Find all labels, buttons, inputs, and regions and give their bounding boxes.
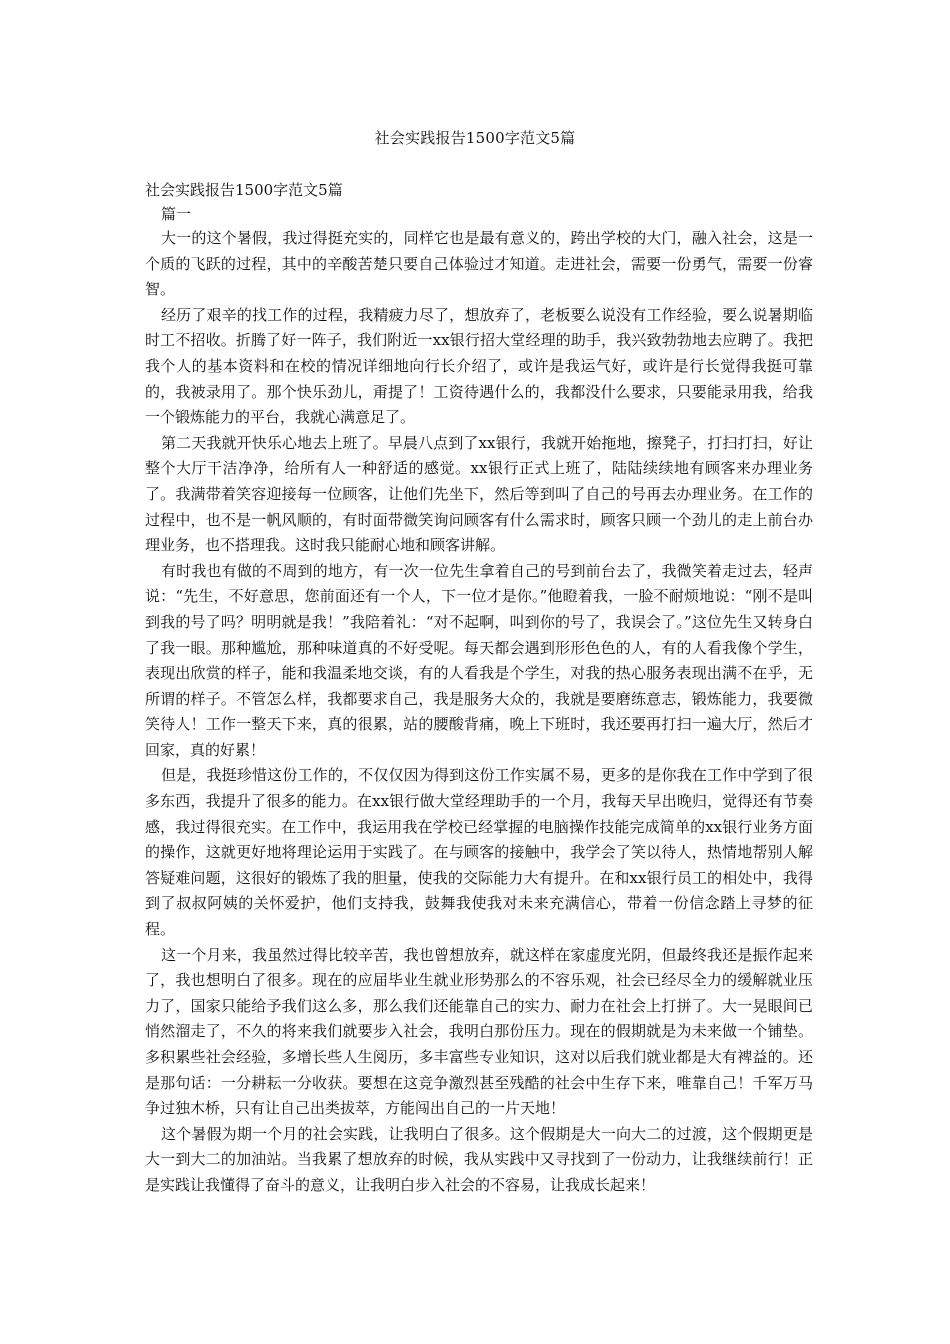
paragraph: 这一个月来，我虽然过得比较辛苦，我也曾想放弃，就这样在家虚度光阴，但最终我还是振作起来了，我也想明白了很多。现在的应届毕业生就业形势那么的不容乐观，社会已经尽全力的缓解就业压力了，国家只能给予我们这么多，那么我们还能靠自己的实力、耐力在社会上打拼了。大一晃眼间已悄然溜走了，不久的将来我们就要步入社会，我明白那份压力。现在的假期就是为未来做一个铺垫。多积累些社会经验，多增长些人生阅历，多丰富些专业知识，这对以后我们就业都是大有裨益的。还是那句话：一分耕耘一分收获。要想在这竞争激烈甚至残酷的社会中生存下来，唯靠自己！千军万马争过独木桥，只有让自己出类拔萃，方能闯出自己的一片天地！ bbox=[145, 945, 813, 1118]
paragraph: 经历了艰辛的找工作的过程，我精疲力尽了，想放弃了，老板要么说没有工作经验，要么说暑期临时工不招收。折腾了好一阵子，我们附近一xx银行招大堂经理的助手，我兴致勃勃地去应聘了。我把我个人的基本资料和在校的情况详细地向行长介绍了，或许是我运气好，或许是行长觉得我挺可靠的，我被录用了。那个快乐劲儿，甭提了！工资待遇什么的，我都没什么要求，只要能录用我，给我一个锻炼能力的平台，我就心满意足了。 bbox=[145, 305, 813, 427]
paragraph: 但是，我挺珍惜这份工作的，不仅仅因为得到这份工作实属不易，更多的是你我在工作中学到了很多东西，我提升了很多的能力。在xx银行做大堂经理助手的一个月，我每天早出晚归，觉得还有节奏感，我过得很充实。在工作中，我运用我在学校已经掌握的电脑操作技能完成简单的xx银行业务方面的操作，这就更好地将理论运用于实践了。在与顾客的接触中，我学会了笑以待人，热情地帮别人解答疑难问题，这很好的锻炼了我的胆量，使我的交际能力大有提升。在和xx银行员工的相处中，我得到了叔叔阿姨的关怀爱护，他们支持我，鼓舞我使我对未来充满信心，带着一份信念踏上寻梦的征程。 bbox=[145, 766, 813, 939]
paragraph: 有时我也有做的不周到的地方，有一次一位先生拿着自己的号到前台去了，我微笑着走过去，轻声说：“先生，不好意思，您前面还有一个人，下一位才是你。”他瞪着我，一脸不耐烦地说：“刚不是叫到我的号了吗？明明就是我！”我陪着礼：“对不起啊，叫到你的号了，我误会了。”这位先生又转身白了我一眼。那种尴尬，那种味道真的不好受呢。每天都会遇到形形色色的人，有的人看我像个学生，表现出欣赏的样子，能和我温柔地交谈，有的人看我是个学生，对我的热心服务表现出满不在乎，无所谓的样子。不管怎么样，我都要求自己，我是服务大众的，我就是要磨练意志，锻炼能力，我要微笑待人！工作一整天下来，真的很累，站的腰酸背痛，晚上下班时，我还要再打扫一遍大厅，然后才回家，真的好累！ bbox=[145, 561, 813, 759]
section-label: 篇一 bbox=[161, 205, 192, 223]
document-title: 社会实践报告1500字范文5篇 bbox=[374, 129, 576, 147]
paragraph: 第二天我就开快乐心地去上班了。早晨八点到了xx银行，我就开始拖地，擦凳子，打扫打扫，好让整个大厅干洁净净，给所有人一种舒适的感觉。xx银行正式上班了，陆陆续续地有顾客来办理业务了。我满带着笑容迎接每一位顾客，让他们先坐下，然后等到叫了自己的号再去办理业务。在工作的过程中，也不是一帆风顺的，有时面带微笑询问顾客有什么需求时，顾客只顾一个劲儿的走上前台办理业务，也不搭理我。这时我只能耐心地和顾客讲解。 bbox=[145, 433, 813, 555]
document-body bbox=[145, 178, 813, 1199]
paragraph: 大一的这个暑假，我过得挺充实的，同样它也是最有意义的，跨出学校的大门，融入社会，这是一个质的飞跃的过程，其中的辛酸苦楚只要自己体验过才知道。走进社会，需要一份勇气，需要一份睿智。 bbox=[145, 229, 813, 299]
paragraph: 这个暑假为期一个月的社会实践，让我明白了很多。这个假期是大一向大二的过渡，这个假期更是大一到大二的加油站。当我累了想放弃的时候，我从实践中又寻找到了一份动力，让我继续前行！正是实践让我懂得了奋斗的意义，让我明白步入社会的不容易，让我成长起来！ bbox=[145, 1124, 813, 1194]
document-subtitle: 社会实践报告1500字范文5篇 bbox=[145, 181, 343, 199]
